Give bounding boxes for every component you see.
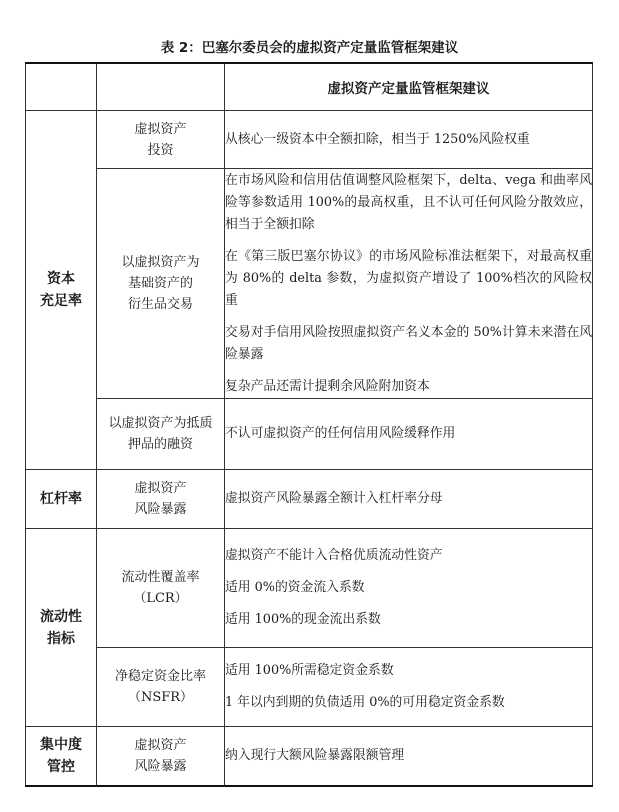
subcategory-derivatives: 以虚拟资产为 基础资产的 衍生品交易	[97, 169, 225, 399]
measure-cell: 不认可虚拟资产的任何信用风险缓释作用	[225, 399, 593, 470]
subcategory-collateral-financing: 以虚拟资产为抵质 押品的融资	[97, 399, 225, 470]
table-row	[26, 399, 593, 470]
category-concentration-control: 集中度 管控	[26, 727, 97, 787]
table-row	[26, 648, 593, 727]
subcategory-nsfr: 净稳定资金比率 （NSFR）	[97, 648, 225, 727]
table-row	[26, 111, 593, 169]
measure-cell: 在市场风险和信用估值调整风险框架下，delta、vega 和曲率风险等参数适用 100%的最高权重，且不认可任何风险分散效应，相当于全额扣除 在《第三版巴塞尔协议》的市场风险标准法框架下，对最高权重为 80%的 delta 参数，为虚拟资产增设了 100%档次的风险权重 交易对手信用风险按照虚拟资产名义本金的 50%计算未来潜在风险暴露 复杂产品还需计提剩余风险附加资本	[225, 169, 593, 399]
table-row	[26, 169, 593, 399]
measure-cell: 适用 100%所需稳定资金系数 1 年以内到期的负债适用 0%的可用稳定资金系数	[225, 648, 593, 727]
measure-cell: 虚拟资产风险暴露全额计入杠杆率分母	[225, 470, 593, 529]
measure-cell: 从核心一级资本中全额扣除，相当于 1250%风险权重	[225, 111, 593, 169]
subcategory-lcr: 流动性覆盖率 （LCR）	[97, 529, 225, 648]
table-row	[26, 470, 593, 529]
table-row	[26, 727, 593, 787]
subcategory-virtual-asset-exposure: 虚拟资产 风险暴露	[97, 470, 225, 529]
regulatory-framework-table	[25, 62, 593, 787]
header-framework-title: 虚拟资产定量监管框架建议	[225, 63, 593, 111]
header-empty-cell	[26, 63, 97, 111]
header-empty-cell-2	[97, 63, 225, 111]
category-liquidity-indicators: 流动性 指标	[26, 529, 97, 727]
subcategory-virtual-asset-investment: 虚拟资产 投资	[97, 111, 225, 169]
measure-cell: 纳入现行大额风险暴露限额管理	[225, 727, 593, 787]
category-capital-adequacy: 资本 充足率	[26, 111, 97, 470]
table-title: 表 2：巴塞尔委员会的虚拟资产定量监管框架建议	[160, 40, 459, 56]
category-leverage-ratio: 杠杆率	[26, 470, 97, 529]
subcategory-concentration-exposure: 虚拟资产 风险暴露	[97, 727, 225, 787]
measure-cell: 虚拟资产不能计入合格优质流动性资产 适用 0%的资金流入系数 适用 100%的现金流出系数	[225, 529, 593, 648]
table-row	[26, 529, 593, 648]
table-header-row	[26, 63, 593, 111]
